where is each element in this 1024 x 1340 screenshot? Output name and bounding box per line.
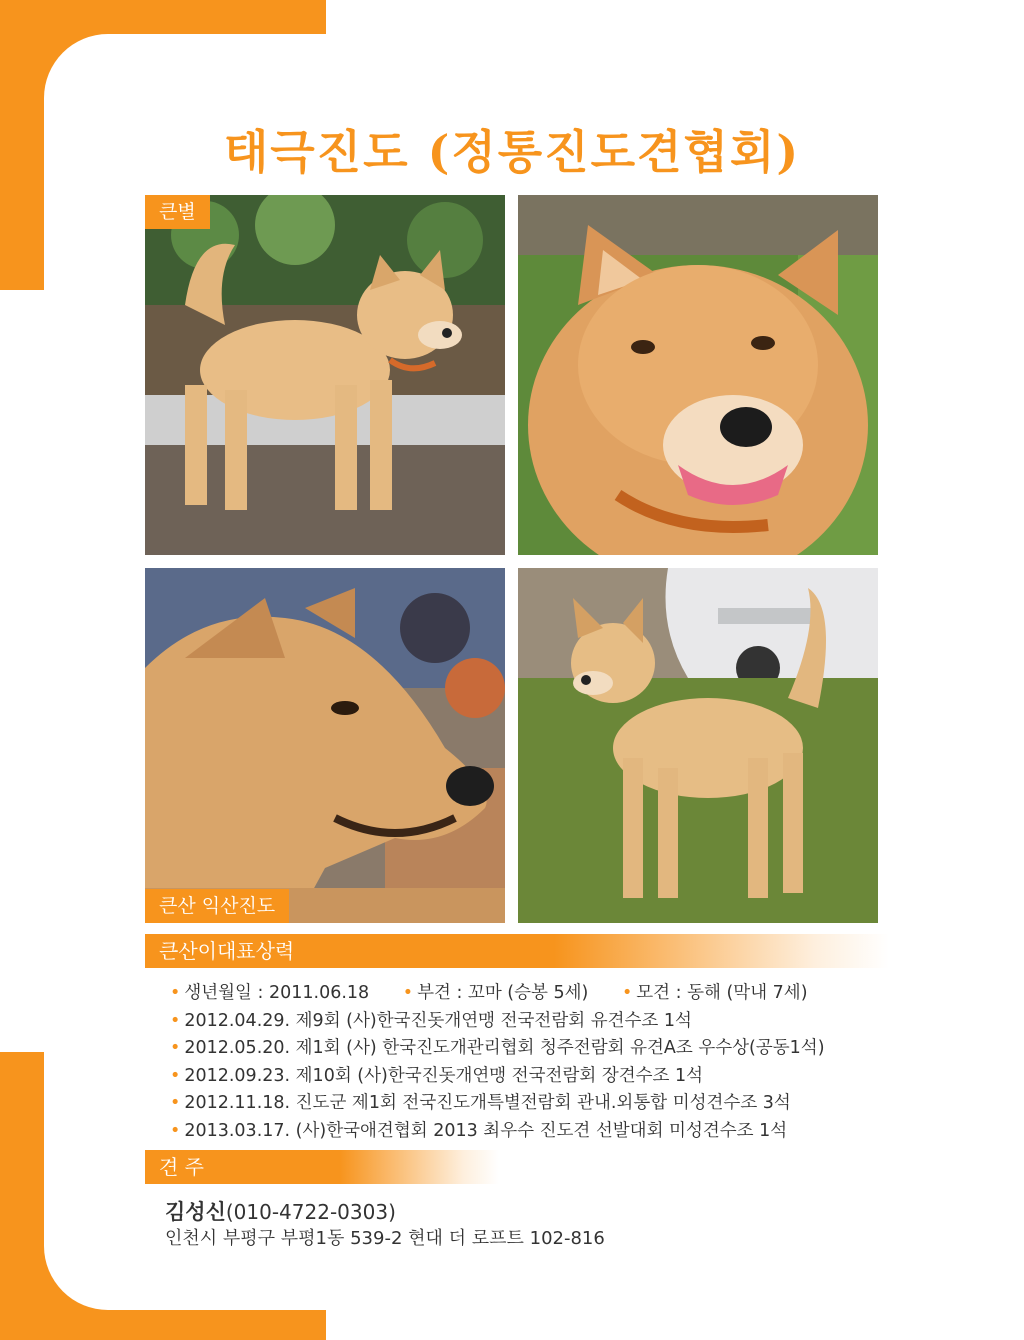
page-title: 태극진도 (정통진도견협회) [223, 125, 801, 179]
award-item: • 2012.04.29. 제9회 (사)한국진돗개연맹 전국전람회 유견수조 1석 [170, 1010, 692, 1031]
owner-name-line [165, 1196, 396, 1226]
photo-dog-profile [145, 568, 505, 923]
records-list [170, 980, 930, 1145]
award-item: • 2012.09.23. 제10회 (사)한국진돗개연맹 전국전람회 장견수조 1석 [170, 1065, 704, 1086]
photo-dog-grass [518, 568, 878, 923]
owner-phone: (010-4722-0303) [225, 1200, 396, 1224]
photo-standing-dog [145, 195, 505, 555]
dam-info: 모견 : 동해 (막내 7세) [636, 983, 808, 1003]
dog-name-location-tag: 큰산 익산진도 [145, 889, 289, 923]
owner-section-header: 견 주 [145, 1150, 499, 1184]
award-item: • 2012.11.18. 진도군 제1회 전국진도개특별전람회 관내.외통합 미성견수조 3석 [170, 1093, 791, 1113]
awards-section-header: 큰산이대표상력 [145, 934, 889, 968]
award-item: • 2012.05.20. 제1회 (사) 한국진도개관리협회 청주전람회 유견A조 우수상(공동1석) [170, 1038, 825, 1058]
birth-date: 생년월일 : 2011.06.18 [184, 983, 370, 1003]
owner-address: 인천시 부평구 부평1동 539-2 현대 더 로프트 102-816 [165, 1228, 605, 1249]
award-item: • 2013.03.17. (사)한국애견협회 2013 최우수 진도견 선발대회 미성견수조 1석 [170, 1120, 788, 1141]
info-line: • 생년월일 : 2011.06.18 • 부견 : 꼬마 (승봉 5세) • 모견 : 동해 (막내 7세) [170, 983, 808, 1003]
photo-dog-face [518, 195, 878, 555]
sire-info: 부견 : 꼬마 (승봉 5세) [417, 983, 589, 1003]
dog-name-tag: 큰별 [145, 195, 210, 229]
owner-name: 김성신 [165, 1199, 226, 1224]
